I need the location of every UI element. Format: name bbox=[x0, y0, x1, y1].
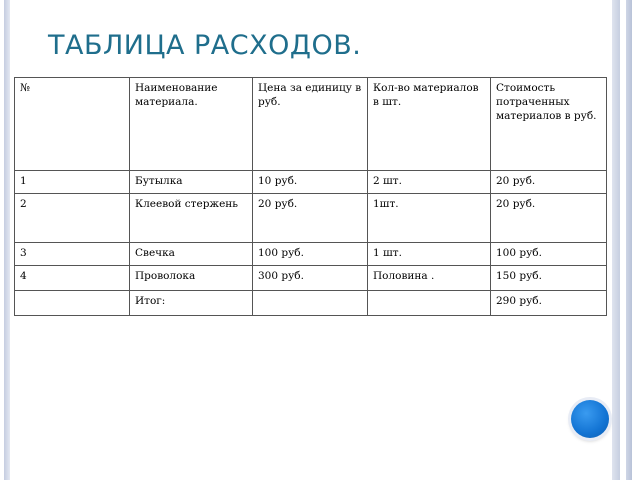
table-row bbox=[15, 171, 607, 194]
total-value: 290 руб. bbox=[491, 291, 607, 316]
quantity: Половина . bbox=[368, 266, 491, 291]
table-row bbox=[15, 194, 607, 243]
right-decor-bar bbox=[612, 0, 620, 480]
quantity: 2 шт. bbox=[368, 171, 491, 194]
unit-price: 10 руб. bbox=[253, 171, 368, 194]
table-header-row bbox=[15, 78, 607, 171]
empty-cell bbox=[15, 291, 130, 316]
header-number: № bbox=[15, 78, 130, 171]
table-row bbox=[15, 266, 607, 291]
material-name: Проволока bbox=[130, 266, 253, 291]
row-number: 4 bbox=[15, 266, 130, 291]
header-total-cost: Стоимость потраченных материалов в руб. bbox=[491, 78, 607, 171]
unit-price: 20 руб. bbox=[253, 194, 368, 243]
row-number: 3 bbox=[15, 243, 130, 266]
material-name: Свечка bbox=[130, 243, 253, 266]
header-unit-price: Цена за единицу в руб. bbox=[253, 78, 368, 171]
empty-cell bbox=[368, 291, 491, 316]
total-cost: 150 руб. bbox=[491, 266, 607, 291]
quantity: 1шт. bbox=[368, 194, 491, 243]
row-number: 1 bbox=[15, 171, 130, 194]
unit-price: 300 руб. bbox=[253, 266, 368, 291]
slide-nav-button[interactable] bbox=[571, 400, 609, 438]
total-label: Итог: bbox=[130, 291, 253, 316]
material-name: Клеевой стержень bbox=[130, 194, 253, 243]
row-number: 2 bbox=[15, 194, 130, 243]
slide-title: ТАБЛИЦА РАСХОДОВ. bbox=[48, 30, 362, 61]
unit-price: 100 руб. bbox=[253, 243, 368, 266]
header-material-name: Наименование материала. bbox=[130, 78, 253, 171]
right-decor-bar-outer bbox=[626, 0, 632, 480]
empty-cell bbox=[253, 291, 368, 316]
table-row bbox=[15, 243, 607, 266]
total-cost: 20 руб. bbox=[491, 194, 607, 243]
total-cost: 100 руб. bbox=[491, 243, 607, 266]
total-cost: 20 руб. bbox=[491, 171, 607, 194]
expenses-table bbox=[14, 77, 607, 316]
material-name: Бутылка bbox=[130, 171, 253, 194]
quantity: 1 шт. bbox=[368, 243, 491, 266]
table-total-row bbox=[15, 291, 607, 316]
header-quantity: Кол-во материалов в шт. bbox=[368, 78, 491, 171]
left-decor-bar bbox=[4, 0, 10, 480]
